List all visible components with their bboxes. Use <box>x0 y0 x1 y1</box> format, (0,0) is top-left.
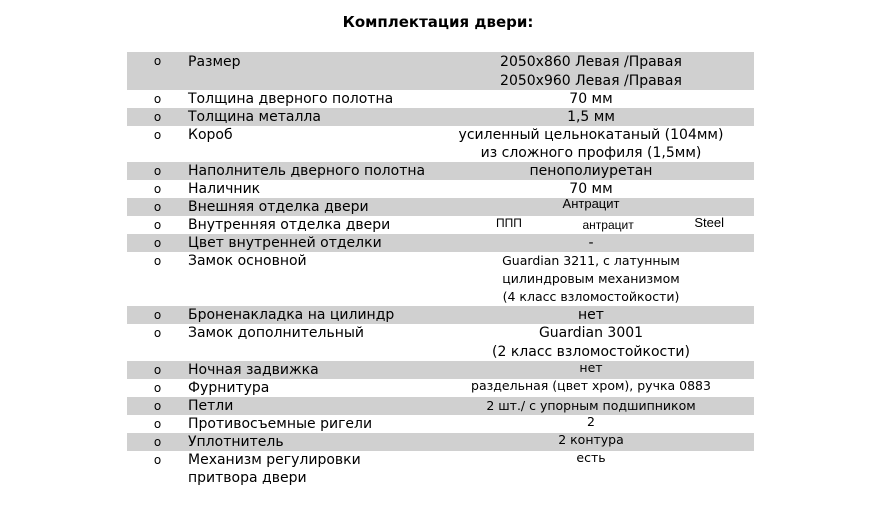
row-value: пенополиуретан <box>529 163 653 179</box>
row-label: Толщина дверного полотна <box>188 91 394 107</box>
bullet-icon: o <box>153 128 162 142</box>
row-label: Короб <box>188 127 233 143</box>
bullet-icon: o <box>153 110 162 124</box>
bullet-icon: o <box>153 326 162 340</box>
bullet-icon: o <box>153 453 162 467</box>
row-value: 1,5 мм <box>567 109 615 125</box>
bullet-icon: o <box>153 308 162 322</box>
finish-part: ППП <box>496 216 522 230</box>
row-value: 70 мм <box>569 181 613 197</box>
page-title: Комплектация двери: <box>342 13 534 31</box>
row-value: Антрацит <box>562 196 620 211</box>
bullet-icon: o <box>153 381 162 395</box>
bullet-icon: o <box>153 54 162 68</box>
table-row <box>127 162 754 180</box>
bullet-icon: o <box>153 218 162 232</box>
row-value: нет <box>579 360 603 375</box>
row-label: Толщина металла <box>188 109 321 125</box>
table-row <box>127 379 754 397</box>
row-label: Фурнитура <box>188 380 270 396</box>
spec-table <box>127 52 754 489</box>
row-label: Внешняя отделка двери <box>188 199 369 215</box>
table-row <box>127 234 754 252</box>
row-value: - <box>588 235 594 251</box>
row-value: 2050х860 Левая /Правая 2050х960 Левая /Правая <box>500 54 682 89</box>
row-value: 2 шт./ с упорным подшипником <box>486 398 696 413</box>
row-label: Цвет внутренней отделки <box>188 235 382 251</box>
bullet-icon: o <box>153 417 162 431</box>
table-row <box>127 451 754 489</box>
bullet-icon: o <box>153 435 162 449</box>
table-row <box>127 252 754 306</box>
row-value: 70 мм <box>569 91 613 107</box>
bullet-icon: o <box>153 164 162 178</box>
table-row <box>127 126 754 162</box>
row-label: Наличник <box>188 181 261 197</box>
row-label: Механизм регулировки притвора двери <box>188 452 361 486</box>
row-label: Броненакладка на цилиндр <box>188 307 395 323</box>
row-label: Внутренняя отделка двери <box>188 217 391 233</box>
table-row <box>127 216 754 234</box>
table-row <box>127 90 754 108</box>
row-value: усиленный цельнокатаный (104мм) из сложного профиля (1,5мм) <box>458 127 724 161</box>
row-label: Противосъемные ригели <box>188 416 373 432</box>
bullet-icon: o <box>153 399 162 413</box>
row-label: Петли <box>188 398 234 414</box>
row-value: 2 <box>587 414 595 429</box>
bullet-icon: o <box>153 363 162 377</box>
table-row <box>127 108 754 126</box>
row-value: Guardian 3001 (2 класс взломостойкости) <box>492 325 690 360</box>
table-row <box>127 52 754 90</box>
row-value: Guardian 3211, с латунным цилиндровым механизмом (4 класс взломостойкости) <box>502 253 680 304</box>
bullet-icon: o <box>153 236 162 250</box>
table-row <box>127 324 754 361</box>
row-label: Замок основной <box>188 253 307 269</box>
finish-part: Steel <box>694 215 724 230</box>
bullet-icon: o <box>153 182 162 196</box>
finish-part: антрацит <box>582 218 634 232</box>
row-label: Уплотнитель <box>188 434 284 450</box>
row-value: нет <box>578 307 604 323</box>
row-label: Наполнитель дверного полотна <box>188 163 426 179</box>
row-label: Ночная задвижка <box>188 362 319 378</box>
row-value <box>458 214 754 234</box>
row-value: 2 контура <box>558 432 624 447</box>
bullet-icon: o <box>153 254 162 268</box>
row-value: раздельная (цвет хром), ручка 0883 <box>471 378 711 393</box>
row-label: Замок дополнительный <box>188 325 365 341</box>
row-label: Размер <box>188 54 241 70</box>
bullet-icon: o <box>153 200 162 214</box>
row-value: есть <box>576 450 606 465</box>
bullet-icon: o <box>153 92 162 106</box>
table-row <box>127 306 754 324</box>
